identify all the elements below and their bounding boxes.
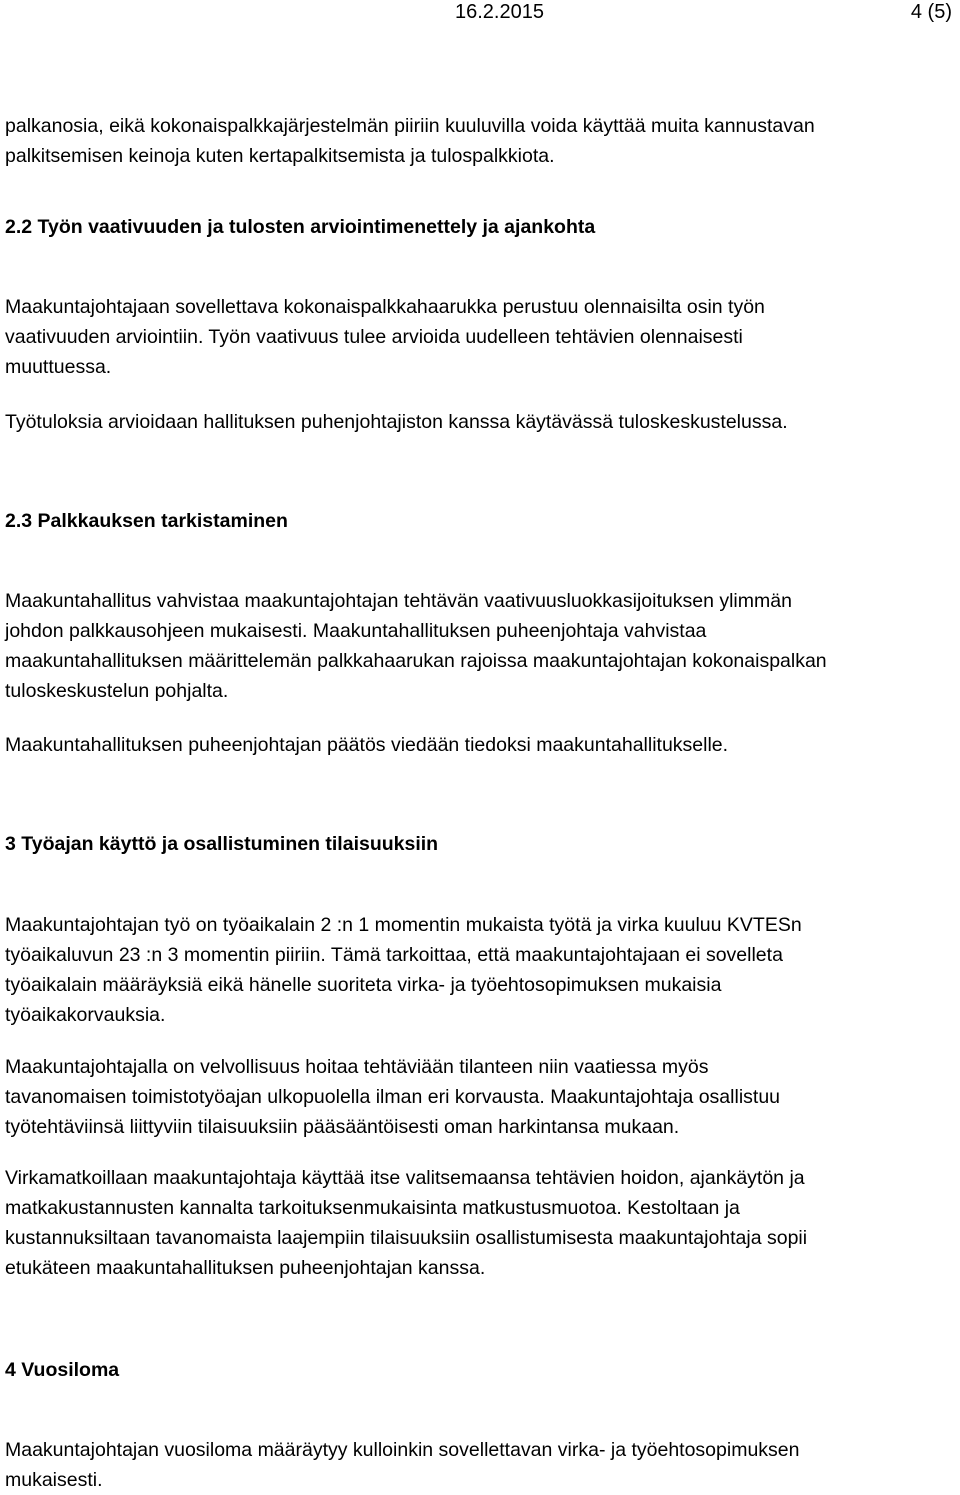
section-3-paragraph-2 [5,1052,955,1142]
paragraph-line: Virkamatkoillaan maakuntajohtaja käyttää itse valitsemaansa tehtävien hoidon, ajankäytön ja [5,1167,805,1189]
paragraph-line: tavanomaisen toimistotyöajan ulkopuolella ilman eri korvausta. Maakuntajohtaja osallistuu [5,1086,781,1108]
paragraph-line: työaikaluvun 23 :n 3 momentin piiriin. Tämä tarkoittaa, että maakuntajohtajaan ei sovelleta [5,944,783,966]
paragraph-line: muuttuessa. [5,356,112,378]
paragraph-line: palkanosia, eikä kokonaispalkkajärjestelmän piiriin kuuluvilla voida käyttää muita kannustavan [5,115,815,137]
paragraph-line: etukäteen maakuntahallituksen puheenjohtajan kanssa. [5,1257,486,1279]
paragraph-line: työaikakorvauksia. [5,1004,166,1026]
paragraph-line: vaativuuden arviointiin. Työn vaativuus tulee arvioida uudelleen tehtävien olennaisesti [5,326,743,348]
section-3-paragraph-1 [5,910,955,1030]
paragraph-line: Maakuntahallituksen puheenjohtajan päätös viedään tiedoksi maakuntahallitukselle. [5,734,729,756]
paragraph-line: tuloskeskustelun pohjalta. [5,680,229,702]
section-heading-2-3: 2.3 Palkkauksen tarkistaminen [5,510,288,532]
paragraph-line: Maakuntajohtajalla on velvollisuus hoitaa tehtäviään tilanteen niin vaatiessa myös [5,1056,709,1078]
section-2-2-paragraph-1 [5,292,955,382]
header-date: 16.2.2015 [455,1,544,23]
paragraph-line: kustannuksiltaan tavanomaista laajempiin tilaisuuksiin osallistumisesta maakuntajohtaja sopii [5,1227,808,1249]
paragraph-line: Maakuntajohtajan vuosiloma määräytyy kulloinkin sovellettavan virka- ja työehtosopimuksen [5,1439,800,1461]
paragraph-line: työtehtäviinsä liittyviin tilaisuuksiin pääsääntöisesti oman harkintansa mukaan. [5,1116,680,1138]
paragraph-line: Maakuntajohtajan työ on työaikalain 2 :n 1 momentin mukaista työtä ja virka kuuluu KVTESn [5,914,802,936]
header-page-number: 4 (5) [910,1,952,23]
paragraph-line: palkitsemisen keinoja kuten kertapalkitsemista ja tulospalkkiota. [5,145,555,167]
section-4-paragraph-1 [5,1435,955,1495]
section-heading-3: 3 Työajan käyttö ja osallistuminen tilaisuuksiin [5,833,439,855]
paragraph-line: maakuntahallituksen määrittelemän palkkahaarukan rajoissa maakuntajohtajan kokonaispalkan [5,650,827,672]
section-2-2-paragraph-2 [5,407,955,437]
paragraph-line: Maakuntajohtajaan sovellettava kokonaispalkkahaarukka perustuu olennaisilta osin työn [5,296,765,318]
section-3-paragraph-3 [5,1163,955,1283]
paragraph-line: Maakuntahallitus vahvistaa maakuntajohtajan tehtävän vaativuusluokkasijoituksen ylimmän [5,590,792,612]
section-2-3-paragraph-1 [5,586,955,706]
section-heading-2-2: 2.2 Työn vaativuuden ja tulosten arviointimenettely ja ajankohta [5,216,596,238]
section-heading-4: 4 Vuosiloma [5,1359,120,1381]
section-2-3-paragraph-2 [5,730,955,760]
paragraph-line: johdon palkkausohjeen mukaisesti. Maakuntahallituksen puheenjohtaja vahvistaa [5,620,707,642]
paragraph-line: matkakustannusten kannalta tarkoituksenmukaisinta matkustusmuotoa. Kestoltaan ja [5,1197,740,1219]
paragraph-line: mukaisesti. [5,1469,103,1491]
paragraph-line: Työtuloksia arvioidaan hallituksen puhenjohtajiston kanssa käytävässä tuloskeskustelussa. [5,411,788,433]
page-header [0,0,960,30]
intro-paragraph [5,111,955,171]
paragraph-line: työaikalain määräyksiä eikä hänelle suoriteta virka- ja työehtosopimuksen mukaisia [5,974,722,996]
